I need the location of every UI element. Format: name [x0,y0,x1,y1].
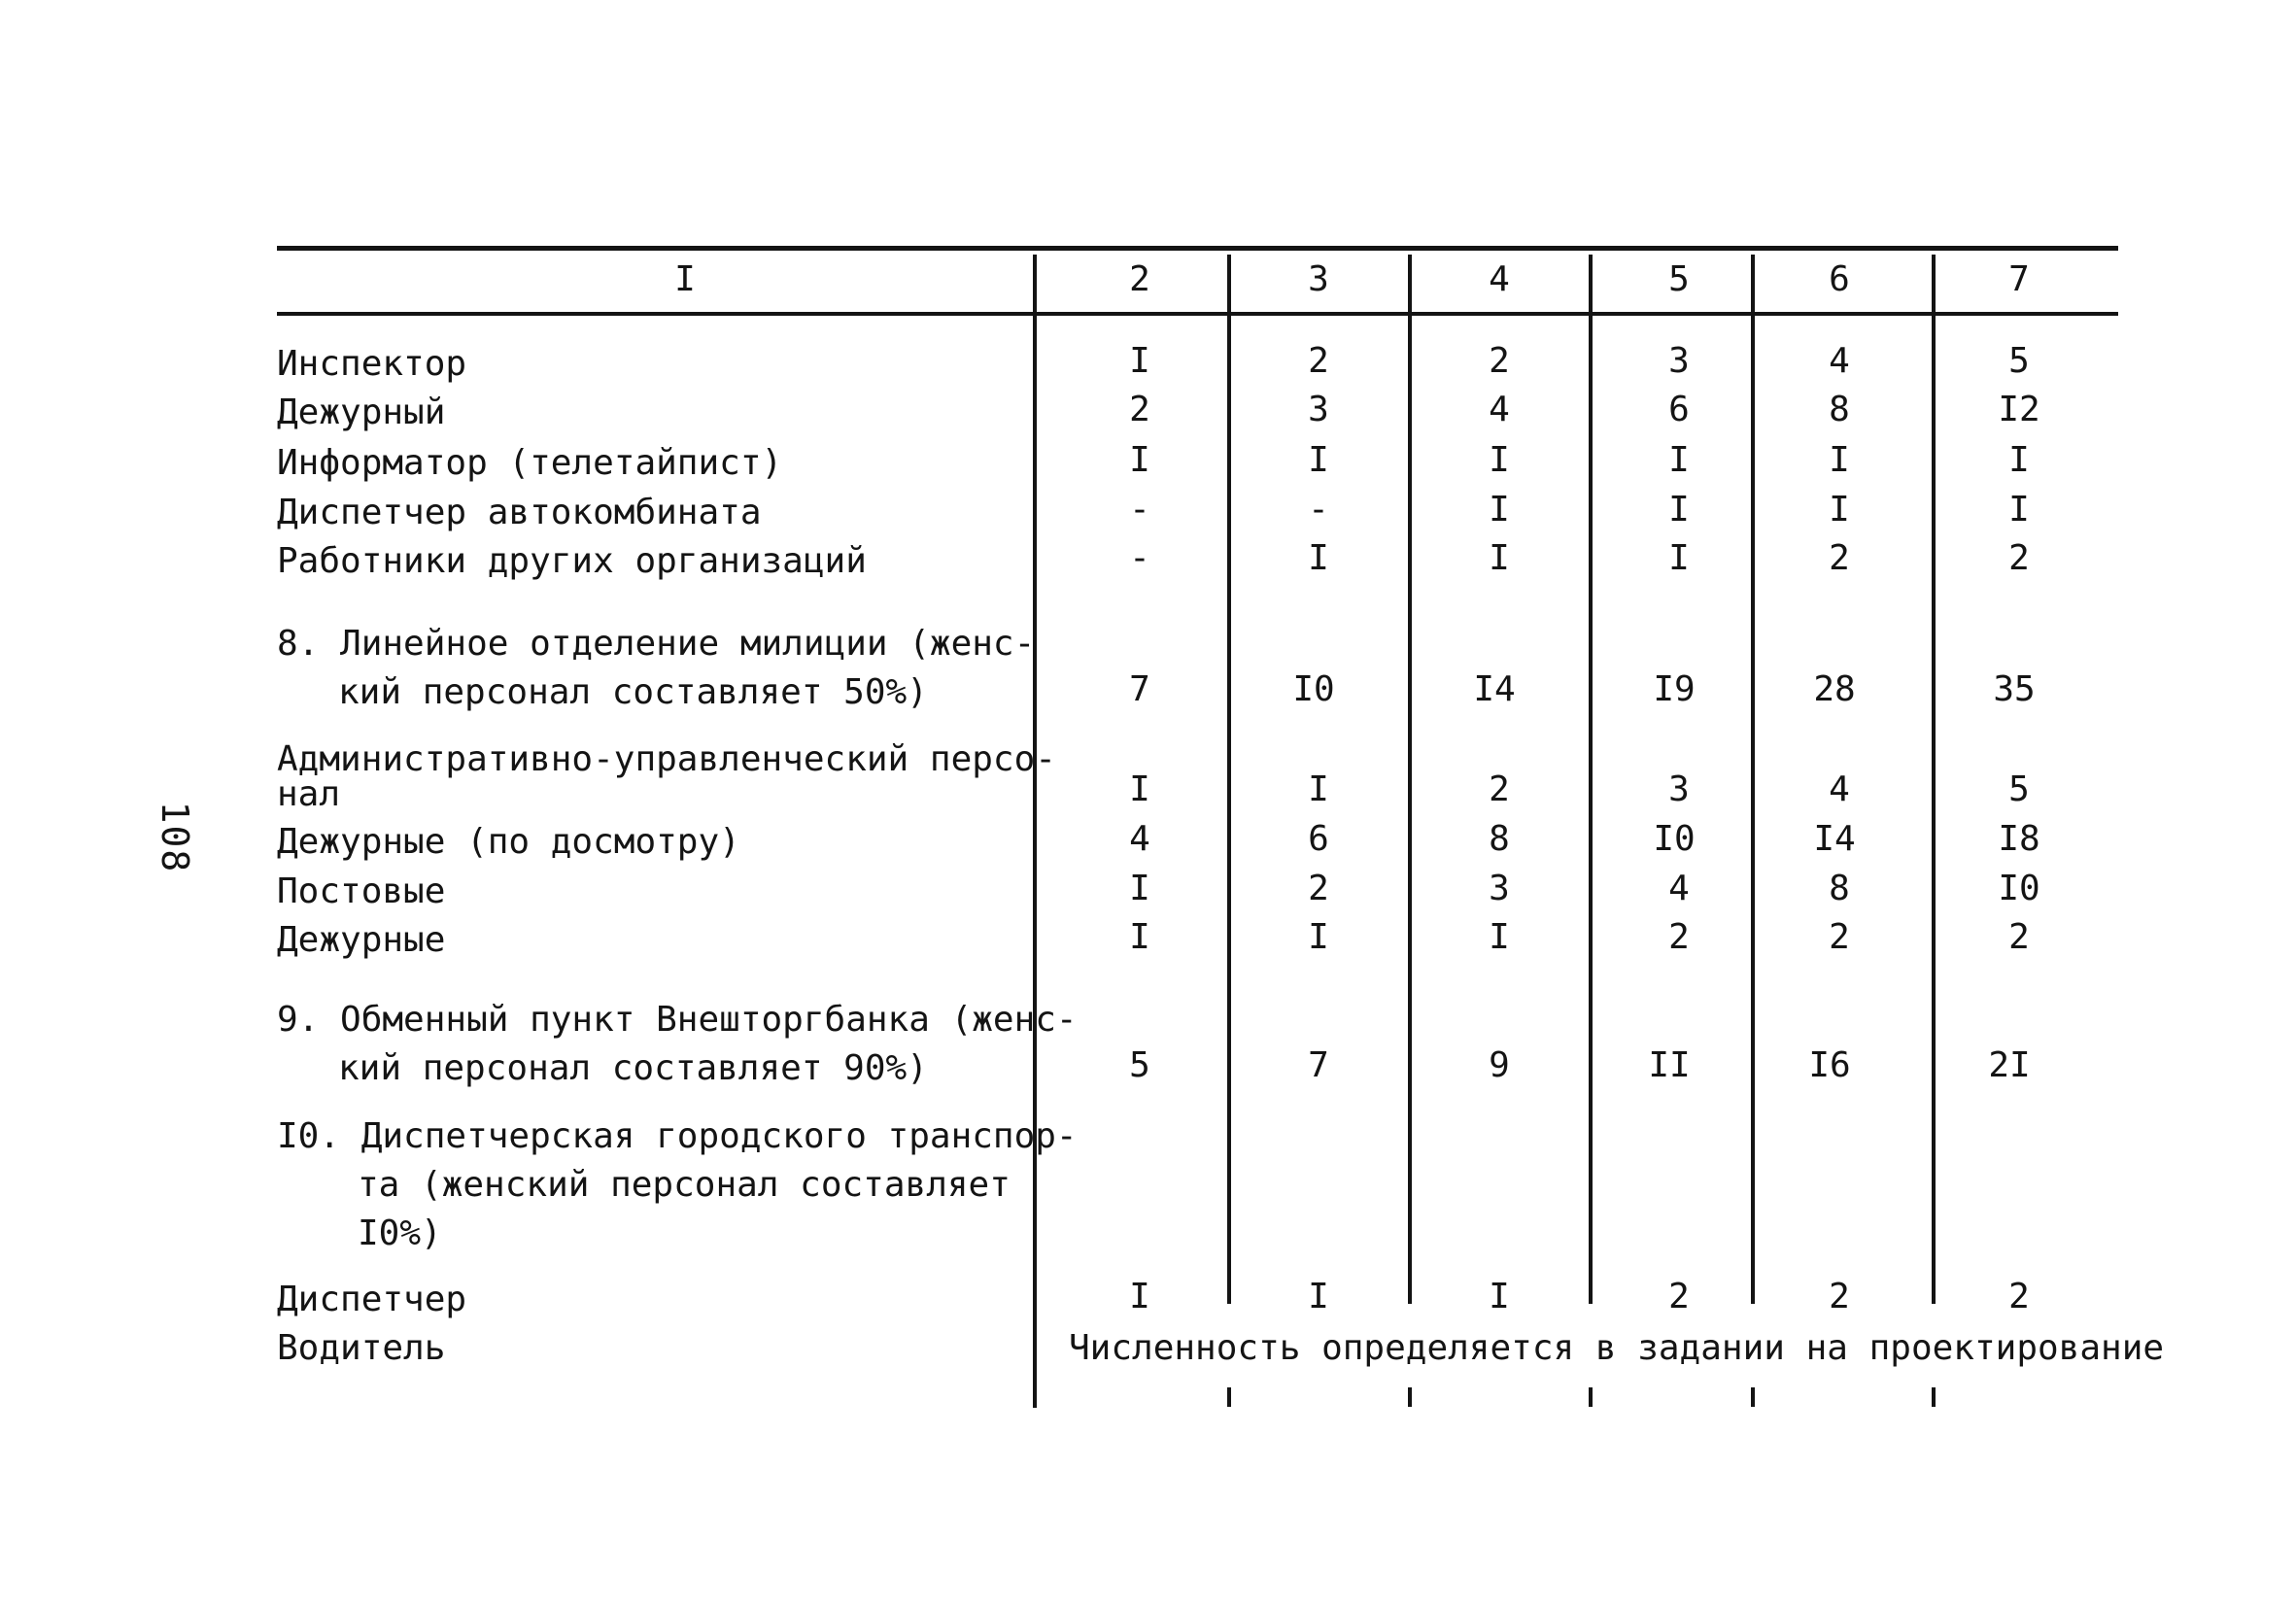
table-cell: I [1308,769,1329,809]
section-heading: кий персонал составляет 90%) [338,1048,928,1088]
table-cell: 3 [1489,869,1510,908]
row-label: Дежурные [277,920,446,960]
header-cell: 5 [1668,259,1690,299]
table-cell: 3 [1668,769,1690,809]
section-heading: та (женский персонал составляет [358,1165,1011,1205]
section-heading: 9. Обменный пункт Внешторгбанка (женс- [277,1000,1078,1040]
table-cell: I [1308,538,1329,578]
header-cell: 7 [2008,259,2030,299]
row-label: Инспектор [277,344,467,384]
column-tick [1932,1387,1936,1407]
table-cell: I [1129,869,1150,908]
table-cell: I [1308,440,1329,480]
table-cell: 5 [1129,1045,1150,1085]
table-cell: - [1308,490,1329,530]
table-cell: I [1129,917,1150,957]
table-cell: 4 [1129,819,1150,859]
header-cell: 6 [1829,259,1850,299]
table-cell: 2 [1489,769,1510,809]
table-cell: 3 [1308,390,1329,429]
table-cell: 2 [1668,917,1690,957]
table-top-rule [277,246,2118,251]
row-label: Административно-управленческий персо- [277,739,1056,779]
table-cell: I4 [1473,669,1516,709]
header-cell: 4 [1489,259,1510,299]
table-cell: 2 [1829,1277,1850,1316]
table-cell: I0 [1998,869,2040,908]
table-cell: I [2008,490,2030,530]
section-heading: I0. Диспетчерская городского транспор- [277,1116,1078,1156]
column-tick [1408,1387,1412,1407]
table-cell: 7 [1129,669,1150,709]
table-cell: 6 [1308,819,1329,859]
table-cell: I [1489,490,1510,530]
table-cell: I [1129,341,1150,381]
header-bottom-rule [277,312,2118,316]
row-label: нал [277,774,341,814]
table-cell: I [1829,440,1850,480]
table-cell: 2I [1988,1045,2031,1085]
section-heading: I0%) [358,1213,442,1253]
table-cell: 4 [1489,390,1510,429]
table-cell: I8 [1998,819,2040,859]
table-cell: 2 [1308,341,1329,381]
table-cell: 4 [1829,769,1850,809]
header-cell: I [674,259,696,299]
table-cell: - [1129,538,1150,578]
table-cell: 6 [1668,390,1690,429]
row-label: Постовые [277,871,446,911]
table-cell: 2 [1308,869,1329,908]
table-cell: 35 [1993,669,2036,709]
table-cell: 28 [1813,669,1856,709]
table-cell: 4 [1668,869,1690,908]
table-cell: I [1489,538,1510,578]
column-tick [1227,1387,1231,1407]
row-label: Информатор (телетайпист) [277,443,783,483]
footer-note: Численность определяется в задании на проектирование [1069,1328,2165,1368]
table-cell: I9 [1653,669,1696,709]
section-heading: 8. Линейное отделение милиции (женс- [277,624,1036,664]
row-label: Дежурные (по досмотру) [277,822,740,862]
table-cell: II [1648,1045,1691,1085]
table-cell: 2 [1829,917,1850,957]
table-cell: 5 [2008,769,2030,809]
table-cell: I [1308,917,1329,957]
table-cell: 7 [1308,1045,1329,1085]
table-cell: 8 [1829,390,1850,429]
table-cell: I [2008,440,2030,480]
table-cell: 4 [1829,341,1850,381]
table-cell: I [1829,490,1850,530]
table-cell: 9 [1489,1045,1510,1085]
row-label: Работники других организаций [277,541,867,581]
table-cell: I6 [1808,1045,1851,1085]
column-tick [1589,1387,1593,1407]
column-separator [1589,255,1593,1304]
column-separator [1408,255,1412,1304]
table-cell: 2 [2008,1277,2030,1316]
table-cell: - [1129,490,1150,530]
table-cell: I0 [1292,669,1335,709]
table-cell: 3 [1668,341,1690,381]
table-cell: I [1129,1277,1150,1316]
table-cell: 2 [2008,917,2030,957]
section-heading: кий персонал составляет 50%) [338,672,928,712]
column-tick [1751,1387,1755,1407]
table-cell: 5 [2008,341,2030,381]
table-cell: I2 [1998,390,2040,429]
table-cell: I [1129,769,1150,809]
row-label: Дежурный [277,393,446,432]
table-cell: I0 [1653,819,1696,859]
row-label: Водитель [277,1328,446,1368]
table-cell: 2 [1668,1277,1690,1316]
table-cell: 8 [1829,869,1850,908]
table-cell: I4 [1813,819,1856,859]
table-cell: I [1489,1277,1510,1316]
row-label: Диспетчер автокомбината [277,493,762,532]
column-separator [1033,255,1037,1408]
header-cell: 2 [1129,259,1150,299]
header-cell: 3 [1308,259,1329,299]
table-cell: I [1668,440,1690,480]
table-cell: I [1489,917,1510,957]
table-cell: 2 [1129,390,1150,429]
table-cell: 2 [1489,341,1510,381]
table-cell: I [1668,490,1690,530]
table-cell: 2 [2008,538,2030,578]
table-cell: 2 [1829,538,1850,578]
column-separator [1932,255,1936,1304]
table-cell: 8 [1489,819,1510,859]
column-separator [1227,255,1231,1304]
row-label: Диспетчер [277,1280,467,1319]
table-cell: I [1129,440,1150,480]
table-cell: I [1489,440,1510,480]
table-cell: I [1308,1277,1329,1316]
page-number: 108 [154,801,196,874]
table-cell: I [1668,538,1690,578]
